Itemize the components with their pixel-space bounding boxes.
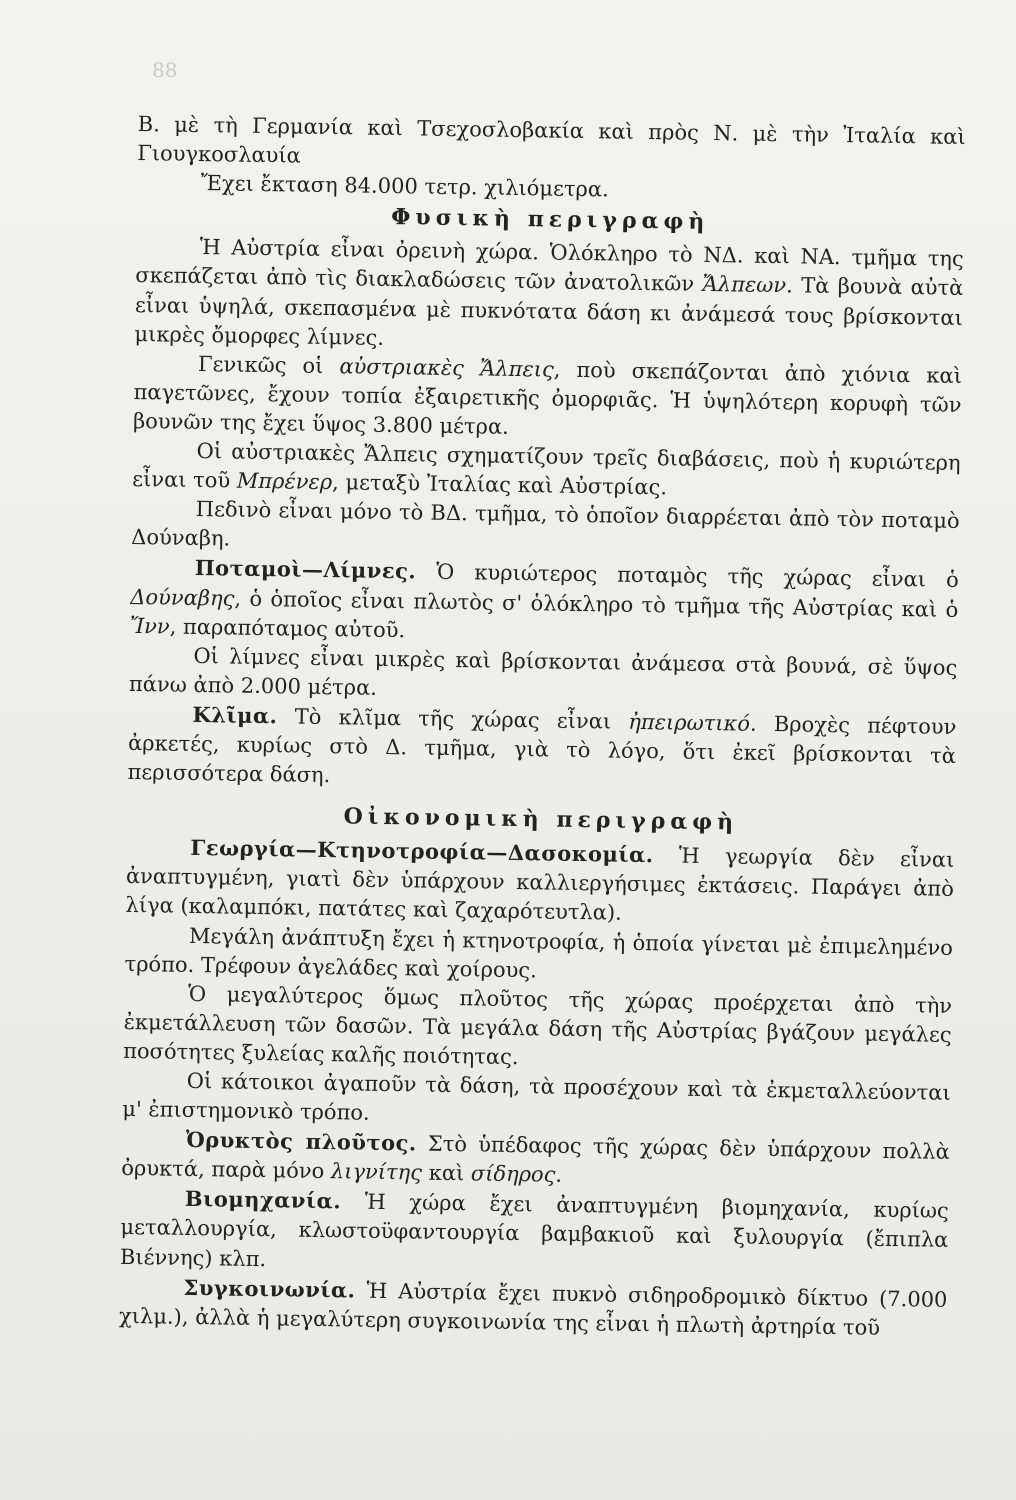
paragraph: Μεγάλη ἀνάπτυξη ἔχει ἡ κτηνοτροφία, ἡ ὁποία γίνεται μὲ ἐπιμελημένο τρόπο. Τρέφουν ἀγελάδες καὶ χοίρους. bbox=[124, 923, 954, 982]
run-in-heading: Συγκοινωνία. bbox=[183, 1274, 356, 1303]
run-in-heading: Κλῖμα. bbox=[192, 701, 278, 729]
paragraph: Βιομηχανία. Ἡ χώρα ἔχει ἀναπτυγμένη βιομηχανία, κυρίως μεταλλουργία, κλωστοϋφαντουργία βαμβακιοῦ καὶ ξυλουργία (ἔπιπλα Βιέννης) κλπ. bbox=[119, 1186, 949, 1271]
paragraph: Γενικῶς οἱ αὐστριακὲς Ἄλπεις, ποὺ σκεπάζονται ἀπὸ χιόνια καὶ παγετῶνες, ἔχουν τοπία ἐξαιρετικῆς ὀμορφιᾶς. Ἡ ὑψηλότερη κορυφὴ τῶν βουνῶν της ἔχει ὕψος 3.800 μέτρα. bbox=[132, 351, 963, 439]
page-number: 88 bbox=[152, 58, 178, 82]
paragraph: Πεδινὸ εἶναι μόνο τὸ ΒΔ. τμῆμα, τὸ ὁποῖον διαρρέεται ἀπὸ τὸν ποταμὸ Δούναβη. bbox=[131, 497, 960, 551]
paragraph: Οἱ λίμνες εἶναι μικρὲς καὶ βρίσκονται ἀνάμεσα στὰ βουνά, σὲ ὕψος πάνω ἀπὸ 2.000 μέτρα. bbox=[128, 643, 958, 700]
paragraph: Οἱ αὐστριακὲς Ἄλπεις σχηματίζουν τρεῖς διαβάσεις, ποὺ ἡ κυριώτερη εἶναι τοῦ Μπρένερ, μεταξὺ Ἰταλίας καὶ Αὐστρίας. bbox=[132, 438, 961, 500]
paragraph: Ἡ Αὐστρία εἶναι ὀρεινὴ χώρα. Ὁλόκληρο τὸ ΝΔ. καὶ ΝΑ. τμῆμα της σκεπάζεται ἀπὸ τὶς διακλαδώσεις τῶν ἀνατολικῶν Ἄλπεων. Τὰ βουνὰ αὐτὰ εἶναι ὑψηλά, σκεπασμένα μὲ πυκνότατα δάση κι ἀνάμεσά τους βρίσκονται μικρὲς ὄμορφες λίμνες. bbox=[134, 235, 964, 350]
paragraph: Ὀρυκτὸς πλοῦτος. Στὸ ὑπέδαφος τῆς χώρας δὲν ὑπάρχουν πολλὰ ὀρυκτά, παρὰ μόνο λιγνίτης καὶ σίδηρος. bbox=[121, 1127, 950, 1188]
paragraph: Γεωργία—Κτηνοτροφία—Δασοκομία. Ἡ γεωργία δὲν εἶναι ἀναπτυγμένη, γιατὶ δὲν ὑπάρχουν καλλιεργήσιμες ἐκτάσεις. Παράγει ἀπὸ λίγα (καλαμπόκι, πατάτες καὶ ζαχαρότευτλα). bbox=[125, 835, 955, 926]
paragraph: Οἱ κάτοικοι ἀγαποῦν τὰ δάση, τὰ προσέχουν καὶ τὰ ἐκμεταλλεύονται μ' ἐπιστημονικὸ τρόπο. bbox=[122, 1068, 951, 1125]
paragraph: Ποταμοὶ—Λίμνες. Ὁ κυριώτερος ποταμὸς τῆς χώρας εἶναι ὁ Δούναβης, ὁ ὁποῖος εἶναι πλωτὸς σ' ὁλόκληρο τὸ τμῆμα τῆς Αὐστρίας καὶ ὁ Ἴνν, παραπόταμος αὐτοῦ. bbox=[129, 555, 959, 642]
paragraph: Ὁ μεγαλύτερος ὅμως πλοῦτος τῆς χώρας προέρχεται ἀπὸ τὴν ἐκμετάλλευση τῶν δασῶν. Τὰ μεγάλα δάση τῆς Αὐστρίας βγάζουν μεγάλες ποσότητες ξυλείας καλῆς ποιότητας. bbox=[123, 981, 953, 1069]
paragraph: Β. μὲ τὴ Γερμανία καὶ Τσεχοσλοβακία καὶ πρὸς Ν. μὲ τὴν Ἰταλία καὶ Γιουγκοσλαυία bbox=[137, 111, 966, 168]
run-in-heading: Βιομηχανία. bbox=[184, 1186, 342, 1214]
section-heading-physical: Φυσικὴ περιγραφὴ bbox=[391, 204, 710, 236]
paragraph: Συγκοινωνία. Ἡ Αὐστρία ἔχει πυκνὸ σιδηροδρομικὸ δίκτυο (7.000 χιλμ.), ἀλλὰ ἡ μεγαλύτερη συγκοινωνία της εἶναι ἡ πλωτὴ ἀρτηρία τοῦ bbox=[118, 1274, 948, 1340]
run-in-heading: Γεωργία—Κτηνοτροφία—Δασοκομία. bbox=[190, 835, 654, 868]
run-in-heading: Ὀρυκτὸς πλοῦτος. bbox=[185, 1127, 417, 1156]
paragraph: Ἔχει ἔκταση 84.000 τετρ. χιλιόμετρα. bbox=[200, 171, 609, 202]
section-heading-economic: Οἰκονομικὴ περιγραφὴ bbox=[343, 803, 739, 836]
article-body bbox=[119, 110, 966, 1344]
run-in-heading: Ποταμοὶ—Λίμνες. bbox=[194, 555, 417, 584]
paragraph: Κλῖμα. Τὸ κλῖμα τῆς χώρας εἶναι ἠπειρωτικό. Βροχὲς πέφτουν ἀρκετές, κυρίως στὸ Δ. τμῆμα, γιὰ τὸ λόγο, ὅτι ἐκεῖ βρίσκονται τὰ περισσότερα δάση. bbox=[127, 701, 957, 788]
